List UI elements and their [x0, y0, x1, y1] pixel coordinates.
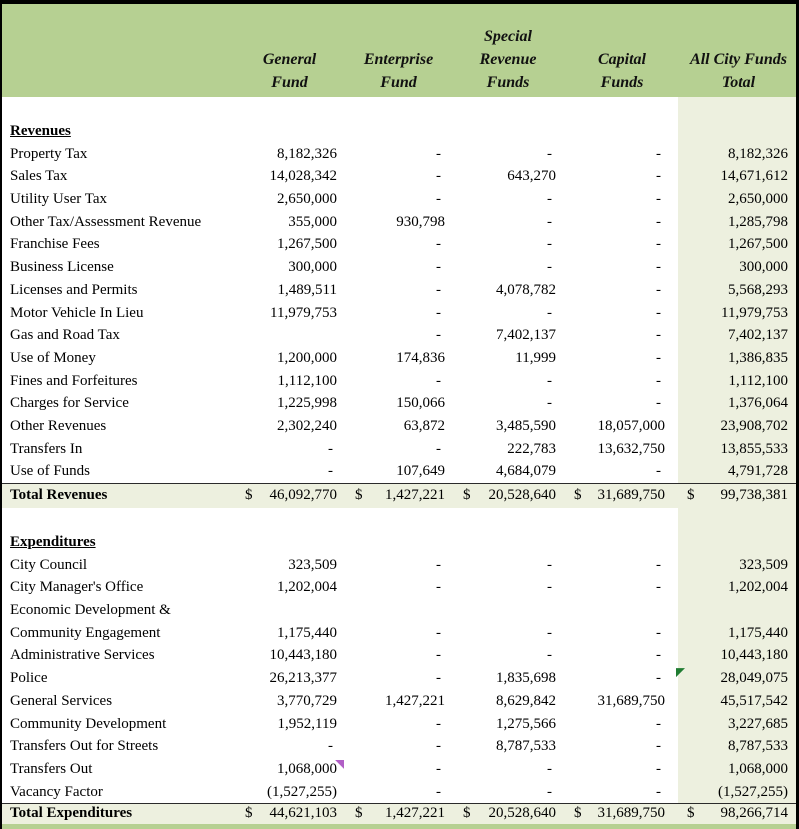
general-fund-cell[interactable]: -	[328, 440, 333, 457]
section-heading-revenues[interactable]: Revenues	[10, 123, 71, 139]
row-label[interactable]: Motor Vehicle In Lieu	[10, 304, 144, 321]
general-fund-cell[interactable]: 3,770,729	[277, 692, 337, 709]
table-row	[2, 347, 796, 370]
column-header-line: Fund	[271, 74, 308, 91]
table-row	[2, 758, 796, 781]
capital-funds-cell[interactable]: -	[656, 213, 661, 230]
column-header-line: Special	[484, 28, 532, 45]
general-fund-cell[interactable]: 1,068,000	[242, 758, 339, 781]
table-row	[2, 143, 796, 166]
capital-funds-cell[interactable]: -	[656, 168, 661, 185]
column-header-all-city-funds-total[interactable]	[678, 48, 799, 94]
table-row	[2, 415, 796, 438]
row-label[interactable]: Other Revenues	[10, 417, 107, 434]
general-fund-cell[interactable]: 8,182,326	[277, 145, 337, 162]
capital-funds-cell[interactable]: 18,057,000	[597, 417, 665, 434]
row-label[interactable]: Sales Tax	[10, 168, 68, 185]
row-label[interactable]: Transfers Out for Streets	[10, 738, 159, 755]
general-fund-cell[interactable]: 1,225,998	[277, 395, 337, 412]
all-city-funds-total-cell[interactable]: 1,285,798	[728, 213, 788, 230]
all-city-funds-total-cell[interactable]: 1,267,500	[728, 236, 788, 253]
column-header-general-fund[interactable]	[240, 48, 339, 94]
column-header-special-revenue-funds[interactable]	[458, 25, 558, 94]
general-fund-cell[interactable]: -	[328, 738, 333, 755]
row-label[interactable]: Charges for Service	[10, 395, 129, 412]
general-fund-cell[interactable]: 355,000	[288, 213, 337, 230]
column-header-line: Enterprise	[363, 51, 434, 68]
currency-symbol: $	[355, 805, 363, 822]
all-city-funds-total-cell[interactable]: 1,175,440	[728, 624, 788, 641]
all-city-funds-total-cell[interactable]	[680, 599, 796, 622]
table-row	[2, 667, 796, 690]
special-revenue-funds-cell[interactable]: 1,835,698	[496, 670, 556, 687]
capital-funds-cell[interactable]: -	[656, 236, 661, 253]
all-city-funds-total-cell[interactable]: 1,112,100	[728, 372, 788, 389]
column-header-line: General	[262, 51, 317, 68]
special-revenue-funds-cell[interactable]: 1,275,566	[496, 715, 556, 732]
general-fund-cell[interactable]: 1,489,511	[277, 281, 337, 298]
currency-symbol: $	[245, 487, 253, 503]
table-row	[2, 302, 796, 325]
general-fund-cell[interactable]: 11,979,753	[270, 304, 337, 321]
capital-funds-cell[interactable]: -	[571, 781, 667, 805]
column-header-line: Fund	[380, 74, 417, 91]
all-city-funds-total-cell[interactable]: 10,443,180	[720, 647, 788, 664]
general-fund-cell[interactable]: 300,000	[288, 259, 337, 276]
row-label[interactable]: Property Tax	[10, 145, 88, 162]
enterprise-fund-cell[interactable]: -	[436, 556, 441, 573]
table-row	[2, 460, 796, 483]
table-row	[2, 324, 796, 347]
table-row	[2, 690, 796, 713]
general-fund-cell[interactable]: 1,175,440	[277, 624, 337, 641]
special-revenue-funds-cell[interactable]: $ 20,528,640	[460, 804, 558, 824]
all-city-funds-total-cell[interactable]: 1,386,835	[728, 349, 788, 366]
special-revenue-funds-cell[interactable]: 3,485,590	[496, 417, 556, 434]
row-label[interactable]: Community Engagement	[10, 624, 161, 641]
row-label[interactable]: Community Development	[10, 715, 167, 732]
spacer	[2, 508, 796, 531]
general-fund-cell[interactable]: 2,302,240	[277, 417, 337, 434]
capital-funds-cell[interactable]: -	[656, 647, 661, 664]
table-row	[2, 233, 796, 256]
general-fund-cell[interactable]: 1,267,500	[277, 236, 337, 253]
all-city-funds-total-cell[interactable]: 1,202,004	[728, 579, 788, 596]
enterprise-fund-cell[interactable]: -	[436, 372, 441, 389]
table-row	[2, 188, 796, 211]
all-city-funds-total-cell[interactable]: 1,068,000	[728, 760, 788, 777]
all-city-funds-total-cell[interactable]: 8,787,533	[728, 738, 788, 755]
row-label[interactable]: Other Tax/Assessment Revenue	[10, 213, 202, 230]
capital-funds-cell[interactable]: 31,689,750	[597, 692, 665, 709]
enterprise-fund-cell[interactable]: -	[436, 440, 441, 457]
all-city-funds-total-cell[interactable]: 7,402,137	[728, 327, 788, 344]
special-revenue-funds-cell[interactable]: -	[547, 145, 552, 162]
row-label[interactable]: Business License	[10, 259, 114, 276]
capital-funds-cell[interactable]: -	[656, 760, 661, 777]
special-revenue-funds-cell[interactable]: -	[547, 304, 552, 321]
special-revenue-funds-cell[interactable]: -	[547, 624, 552, 641]
enterprise-fund-cell[interactable]: $ 1,427,221	[352, 484, 447, 508]
capital-funds-cell[interactable]: -	[656, 738, 661, 755]
special-revenue-funds-cell[interactable]: -	[547, 236, 552, 253]
general-fund-cell[interactable]: 1,202,004	[277, 579, 337, 596]
all-city-funds-total-cell[interactable]: 23,908,702	[720, 417, 788, 434]
column-header-line: Total	[721, 74, 756, 91]
row-label[interactable]: Use of Money	[10, 349, 96, 366]
all-city-funds-total-cell[interactable]: $ 99,738,381	[680, 484, 796, 508]
column-header-line: All City Funds	[690, 51, 787, 68]
all-city-funds-total-cell[interactable]: 4,791,728	[680, 460, 796, 484]
enterprise-fund-cell[interactable]: -	[352, 781, 447, 805]
general-fund-cell[interactable]: 1,952,119	[277, 715, 337, 732]
table-row	[2, 211, 796, 234]
capital-funds-cell[interactable]: -	[656, 715, 661, 732]
table-row	[2, 644, 796, 667]
table-row	[2, 622, 796, 645]
enterprise-fund-cell[interactable]: -	[436, 327, 441, 344]
enterprise-fund-cell[interactable]: -	[436, 624, 441, 641]
all-city-funds-total-cell[interactable]: 300,000	[739, 259, 788, 276]
table-row	[2, 438, 796, 461]
capital-funds-cell[interactable]: -	[656, 191, 661, 208]
row-label[interactable]: Gas and Road Tax	[10, 327, 120, 344]
currency-symbol: $	[245, 805, 253, 822]
table-row	[2, 781, 796, 804]
enterprise-fund-cell[interactable]: 150,066	[396, 395, 445, 412]
special-revenue-funds-cell[interactable]: -	[547, 372, 552, 389]
special-revenue-funds-cell[interactable]: -	[547, 760, 552, 777]
capital-funds-cell[interactable]: -	[656, 304, 661, 321]
column-header-enterprise-fund[interactable]	[350, 48, 447, 94]
expenditures-rows	[2, 554, 796, 804]
all-city-funds-total-cell[interactable]: 5,568,293	[728, 281, 788, 298]
column-header-row	[2, 4, 796, 97]
general-fund-cell[interactable]: 1,112,100	[277, 372, 337, 389]
special-revenue-funds-cell[interactable]: 8,787,533	[496, 738, 556, 755]
currency-symbol: $	[687, 805, 695, 822]
all-city-funds-total-cell[interactable]: 45,517,542	[720, 692, 788, 709]
row-label[interactable]: Licenses and Permits	[10, 281, 138, 298]
row-label[interactable]: Franchise Fees	[10, 236, 100, 253]
all-city-funds-total-cell[interactable]: 1,376,064	[728, 395, 788, 412]
general-fund-cell[interactable]: $ 46,092,770	[242, 484, 339, 508]
all-city-funds-total-cell[interactable]: 3,227,685	[728, 715, 788, 732]
capital-funds-cell[interactable]: -	[656, 372, 661, 389]
special-revenue-funds-cell[interactable]: 8,629,842	[496, 692, 556, 709]
enterprise-fund-cell[interactable]: 174,836	[396, 349, 445, 366]
table-row	[2, 279, 796, 302]
capital-funds-cell[interactable]: -	[656, 145, 661, 162]
enterprise-fund-cell[interactable]: -	[436, 647, 441, 664]
table-row	[2, 576, 796, 599]
row-label[interactable]: Police	[10, 670, 48, 687]
capital-funds-cell[interactable]: -	[656, 281, 661, 298]
enterprise-fund-cell[interactable]: -	[436, 168, 441, 185]
table-row	[2, 256, 796, 279]
column-header-line: Funds	[600, 74, 644, 91]
special-revenue-funds-cell[interactable]: -	[547, 213, 552, 230]
special-revenue-funds-cell[interactable]: -	[547, 556, 552, 573]
section-heading-expenditures[interactable]: Expenditures	[10, 534, 96, 550]
table-row	[2, 713, 796, 736]
enterprise-fund-cell[interactable]: 930,798	[396, 213, 445, 230]
enterprise-fund-cell[interactable]: -	[436, 760, 441, 777]
special-revenue-funds-cell[interactable]: -	[547, 191, 552, 208]
capital-funds-cell[interactable]: -	[656, 349, 661, 366]
spacer	[2, 97, 796, 120]
general-fund-cell[interactable]: (1,527,255)	[242, 781, 339, 805]
section-heading-row	[2, 120, 796, 143]
row-label[interactable]: Total Revenues	[10, 487, 108, 503]
special-revenue-funds-cell[interactable]: 643,270	[507, 168, 556, 185]
special-revenue-funds-cell[interactable]	[460, 599, 558, 622]
table-row	[2, 165, 796, 188]
general-fund-cell[interactable]: 2,650,000	[277, 191, 337, 208]
table-row	[2, 599, 796, 622]
special-revenue-funds-cell[interactable]: 7,402,137	[496, 327, 556, 344]
capital-funds-cell[interactable]: -	[656, 556, 661, 573]
total-revenues-row	[2, 483, 796, 508]
enterprise-fund-cell[interactable]: -	[436, 191, 441, 208]
enterprise-fund-cell[interactable]: -	[436, 236, 441, 253]
capital-funds-cell[interactable]: $ 31,689,750	[571, 484, 667, 508]
enterprise-fund-cell[interactable]	[352, 599, 447, 622]
general-fund-cell[interactable]: 10,443,180	[269, 647, 337, 664]
table-row	[2, 370, 796, 393]
row-label[interactable]: Total Expenditures	[10, 805, 133, 822]
all-city-funds-total-cell[interactable]: 2,650,000	[728, 191, 788, 208]
capital-funds-cell[interactable]: -	[656, 327, 661, 344]
general-fund-cell[interactable]: -	[242, 460, 339, 484]
row-label[interactable]: Use of Funds	[10, 463, 91, 480]
row-label[interactable]: Administrative Services	[10, 647, 155, 664]
all-city-funds-total-cell[interactable]: 11,979,753	[721, 304, 788, 321]
general-fund-cell[interactable]: $ 44,621,103	[242, 804, 339, 824]
special-revenue-funds-cell[interactable]: $ 20,528,640	[460, 484, 558, 508]
row-label[interactable]: Transfers In	[10, 440, 83, 457]
capital-funds-cell[interactable]: -	[656, 395, 661, 412]
currency-symbol: $	[463, 805, 471, 822]
capital-funds-cell[interactable]: $ 31,689,750	[571, 804, 667, 824]
enterprise-fund-cell[interactable]: $ 1,427,221	[352, 804, 447, 824]
currency-symbol: $	[574, 487, 582, 503]
all-city-funds-total-cell[interactable]: $ 98,266,714	[680, 804, 796, 824]
column-header-capital-funds[interactable]	[573, 48, 671, 94]
special-revenue-funds-cell[interactable]: 4,684,079	[460, 460, 558, 484]
special-revenue-funds-cell[interactable]: 11,999	[515, 349, 556, 366]
revenues-rows	[2, 143, 796, 483]
enterprise-fund-cell[interactable]: -	[436, 145, 441, 162]
total-expenditures-row	[2, 803, 796, 824]
enterprise-fund-cell[interactable]: 1,427,221	[385, 692, 445, 709]
enterprise-fund-cell[interactable]: -	[436, 281, 441, 298]
special-revenue-funds-cell[interactable]: 222,783	[507, 440, 556, 457]
general-fund-cell[interactable]	[242, 324, 339, 347]
row-label[interactable]: City Council	[10, 556, 88, 573]
special-revenue-funds-cell[interactable]: -	[547, 579, 552, 596]
all-city-funds-total-cell[interactable]: 323,509	[739, 556, 788, 573]
currency-symbol: $	[355, 487, 363, 503]
special-revenue-funds-cell[interactable]: 4,078,782	[496, 281, 556, 298]
enterprise-fund-cell[interactable]: -	[436, 670, 441, 687]
table-row	[2, 392, 796, 415]
all-city-funds-total-cell[interactable]: (1,527,255)	[680, 781, 796, 805]
capital-funds-cell[interactable]: -	[656, 624, 661, 641]
special-revenue-funds-cell[interactable]: -	[547, 395, 552, 412]
row-label[interactable]: Fines and Forfeitures	[10, 372, 138, 389]
section-heading-row	[2, 531, 796, 554]
currency-symbol: $	[687, 487, 695, 503]
all-city-funds-total-cell[interactable]: 13,855,533	[720, 440, 788, 457]
table-row	[2, 554, 796, 577]
special-revenue-funds-cell[interactable]: -	[547, 647, 552, 664]
row-label[interactable]: Vacancy Factor	[10, 783, 103, 800]
general-fund-cell[interactable]: 1,200,000	[277, 349, 337, 366]
all-city-funds-total-cell[interactable]: 14,671,612	[720, 168, 788, 185]
all-city-funds-total-cell[interactable]: 28,049,075	[680, 667, 796, 690]
row-label[interactable]: City Manager's Office	[10, 579, 144, 596]
capital-funds-cell[interactable]: -	[571, 460, 667, 484]
enterprise-fund-cell[interactable]: -	[436, 304, 441, 321]
row-label[interactable]: Transfers Out	[10, 760, 93, 777]
enterprise-fund-cell[interactable]: -	[436, 715, 441, 732]
column-header-line: Revenue	[479, 51, 537, 68]
special-revenue-funds-cell[interactable]: -	[460, 781, 558, 805]
all-city-funds-total-cell[interactable]: 8,182,326	[728, 145, 788, 162]
capital-funds-cell[interactable]: -	[656, 259, 661, 276]
capital-funds-cell[interactable]: -	[656, 670, 661, 687]
row-label[interactable]: General Services	[10, 692, 113, 709]
row-label[interactable]: Utility User Tax	[10, 191, 107, 208]
row-label[interactable]: Economic Development &	[10, 602, 171, 619]
capital-funds-cell[interactable]: 13,632,750	[597, 440, 665, 457]
capital-funds-cell[interactable]	[571, 599, 667, 622]
bottom-green-strip	[2, 824, 796, 829]
general-fund-cell[interactable]	[242, 599, 339, 622]
enterprise-fund-cell[interactable]: 107,649	[352, 460, 447, 484]
column-header-line: Capital	[597, 51, 646, 68]
capital-funds-cell[interactable]: -	[656, 579, 661, 596]
special-revenue-funds-cell[interactable]: -	[547, 259, 552, 276]
table-row	[2, 735, 796, 758]
currency-symbol: $	[574, 805, 582, 822]
cell-error-indicator	[676, 668, 685, 677]
enterprise-fund-cell[interactable]: 63,872	[403, 417, 445, 434]
enterprise-fund-cell[interactable]: -	[436, 738, 441, 755]
currency-symbol: $	[463, 487, 471, 503]
column-header-line: Funds	[486, 74, 530, 91]
general-fund-cell[interactable]: 14,028,342	[269, 168, 337, 185]
general-fund-cell[interactable]: 26,213,377	[269, 670, 337, 687]
enterprise-fund-cell[interactable]: -	[436, 259, 441, 276]
general-fund-cell[interactable]: 323,509	[288, 556, 337, 573]
enterprise-fund-cell[interactable]: -	[436, 579, 441, 596]
